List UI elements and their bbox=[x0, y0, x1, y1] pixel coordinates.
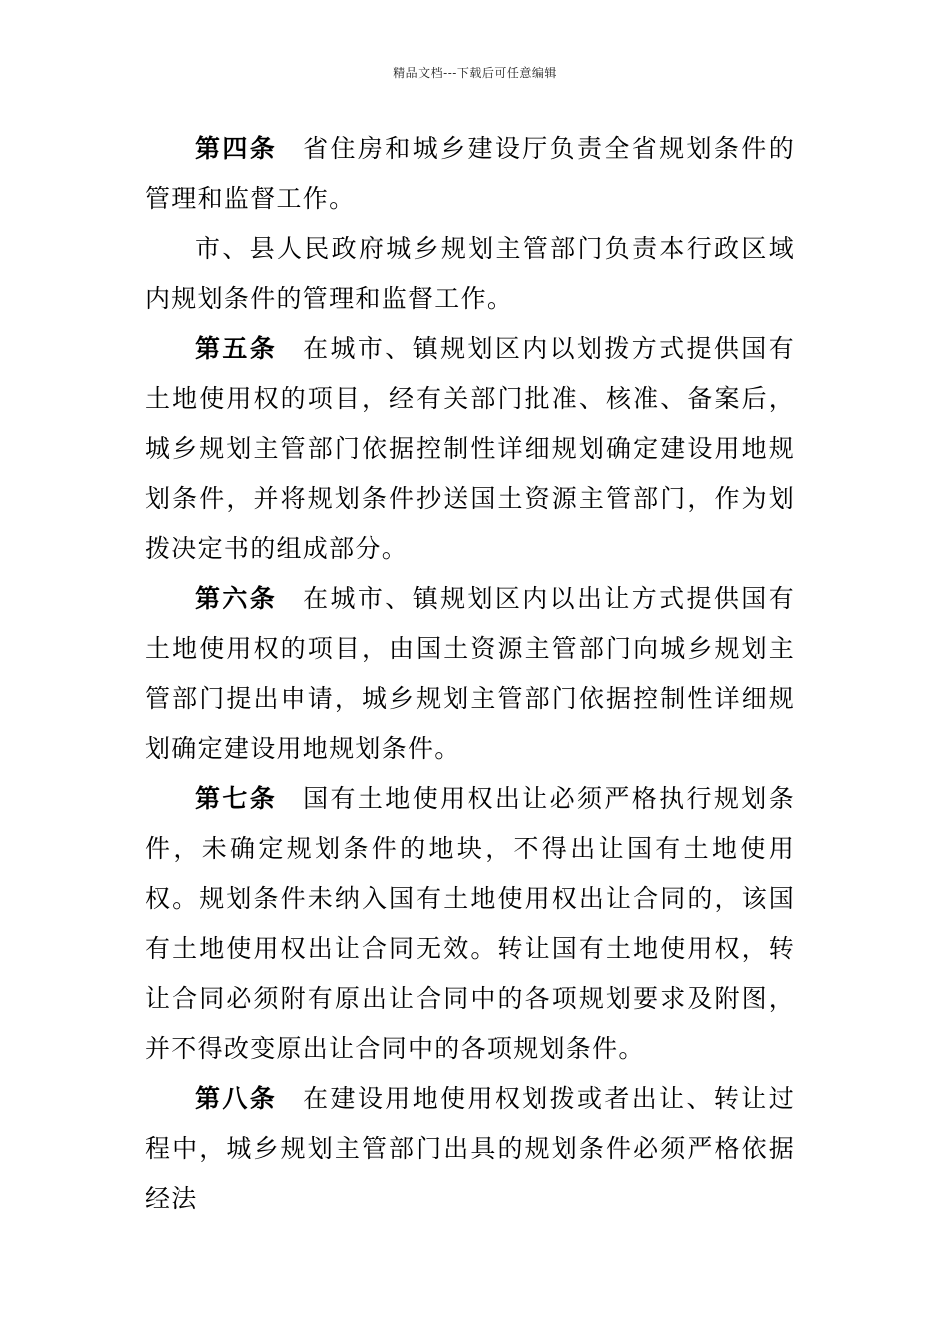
paragraph-article-4 bbox=[145, 124, 795, 224]
paragraph-article-6 bbox=[145, 574, 795, 774]
paragraph-text: 国有土地使用权出让必须严格执行规划条件，未确定规划条件的地块，不得出让国有土地使用权。规划条件未纳入国有土地使用权出让合同的，该国有土地使用权出让合同无效。转让国有土地使用权，转让合同必须附有原出让合同中的各项规划要求及附图，并不得改变原出让合同中的各项规划条件。 bbox=[145, 784, 795, 1063]
article-number: 第四条 bbox=[195, 134, 278, 163]
document-body bbox=[145, 124, 795, 1224]
article-number: 第五条 bbox=[195, 334, 278, 363]
paragraph-text: 市、县人民政府城乡规划主管部门负责本行政区域内规划条件的管理和监督工作。 bbox=[145, 234, 795, 313]
paragraph-article-7 bbox=[145, 774, 795, 1074]
paragraph-text: 省住房和城乡建设厅负责全省规划条件的管理和监督工作。 bbox=[145, 134, 795, 213]
paragraph-article-8 bbox=[145, 1074, 795, 1224]
paragraph-text: 在城市、镇规划区内以划拨方式提供国有土地使用权的项目，经有关部门批准、核准、备案后，城乡规划主管部门依据控制性详细规划确定建设用地规划条件，并将规划条件抄送国土资源主管部门，作为划拨决定书的组成部分。 bbox=[145, 334, 795, 563]
page-header: 精品文档---下载后可任意编辑 bbox=[393, 66, 557, 80]
article-number: 第八条 bbox=[195, 1084, 278, 1113]
article-number: 第六条 bbox=[195, 584, 278, 613]
paragraph-article-4-cont bbox=[145, 224, 795, 324]
article-number: 第七条 bbox=[195, 784, 278, 813]
paragraph-text: 在建设用地使用权划拨或者出让、转让过程中，城乡规划主管部门出具的规划条件必须严格依据经法 bbox=[145, 1084, 795, 1213]
paragraph-article-5 bbox=[145, 324, 795, 574]
paragraph-text: 在城市、镇规划区内以出让方式提供国有土地使用权的项目，由国土资源主管部门向城乡规划主管部门提出申请，城乡规划主管部门依据控制性详细规划确定建设用地规划条件。 bbox=[145, 584, 795, 763]
